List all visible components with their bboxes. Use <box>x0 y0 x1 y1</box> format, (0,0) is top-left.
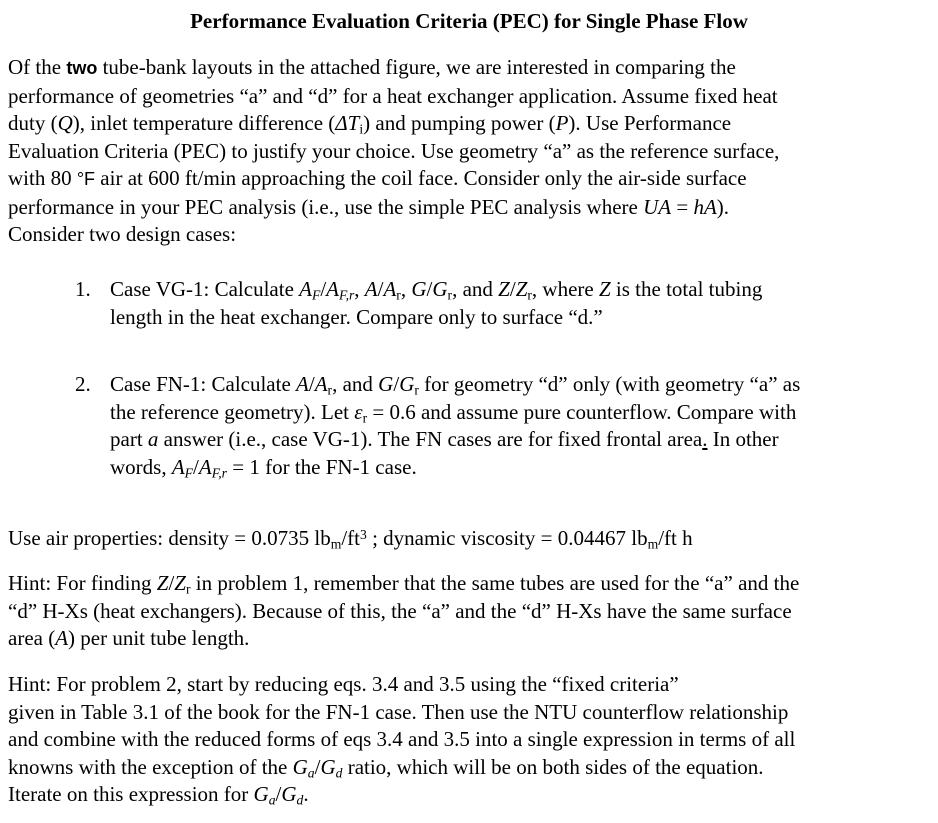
hint2-line-1: Hint: For problem 2, start by reducing eqs. 3.4 and 3.5 using the “fixed criteria” <box>8 672 679 696</box>
intro-line-2: performance of geometries “a” and “d” for a heat exchanger application. Assume fixed heat <box>8 83 778 108</box>
text-run: ), inlet temperature difference ( <box>72 111 336 135</box>
subscript: r <box>327 382 333 398</box>
text-run: . <box>303 782 309 806</box>
intro-line-5 <box>8 165 923 194</box>
text-run: , and <box>332 372 379 396</box>
text-run: / <box>320 277 327 301</box>
text-run: . <box>702 427 708 451</box>
text-run: ) and pumping power ( <box>363 111 556 135</box>
intro-paragraph <box>8 54 923 249</box>
symbol: A <box>296 372 309 396</box>
symbol: Z <box>174 571 186 595</box>
case2-line-3 <box>110 426 920 454</box>
hint1-line-2: “d” H-Xs (heat exchangers). Because of this, the “a” and the “d” H-Xs have the same surface <box>8 598 792 623</box>
symbol-q: Q <box>57 111 73 135</box>
subscript: r <box>396 287 401 303</box>
symbol-p: P <box>555 111 569 135</box>
symbol: Z <box>598 277 611 301</box>
subscript: r <box>185 581 191 597</box>
text-run: ratio, which will be on both sides of the equation. <box>342 754 764 779</box>
symbol-ha: hA <box>693 194 717 219</box>
subscript: m <box>330 536 342 552</box>
subscript: F,r <box>211 464 227 480</box>
text-run: words, <box>110 454 172 479</box>
text-run: duty ( <box>8 111 58 135</box>
symbol: Z <box>156 571 169 595</box>
symbol: A <box>326 277 339 301</box>
superscript: 3 <box>360 526 367 542</box>
text-run: / <box>168 571 175 595</box>
text-run: performance in your PEC analysis (i.e., use the simple PEC analysis where <box>8 194 644 219</box>
symbol-delta-t: ΔT <box>335 111 360 135</box>
subscript: F <box>184 464 194 480</box>
text-run: ) per unit tube length. <box>68 626 250 650</box>
symbol: G <box>292 754 308 779</box>
case2-line-4 <box>110 454 920 482</box>
symbol: A <box>383 277 397 301</box>
subscript: a <box>307 764 315 780</box>
symbol: A <box>314 372 328 396</box>
list-number: 2. <box>75 372 91 396</box>
list-number: 1. <box>75 277 91 301</box>
text-run: ; dynamic viscosity = 0.04467 lb <box>366 526 648 550</box>
symbol: G <box>253 782 269 806</box>
subscript: m <box>647 536 659 552</box>
symbol: G <box>432 277 448 301</box>
text-run: for geometry “d” only (with geometry “a” as <box>418 372 801 396</box>
intro-line-1 <box>8 54 923 83</box>
hint-2 <box>8 671 923 809</box>
air-properties <box>8 525 923 553</box>
intro-line-6 <box>8 194 923 222</box>
hint2-line-2: given in Table 3.1 of the book for the FN-1 case. Then use the NTU counterflow relationship <box>8 699 789 724</box>
subscript-i: i <box>359 121 364 137</box>
text-run: = 0.6 and assume pure counterflow. Compare with <box>367 399 797 424</box>
hint1-line-1 <box>8 570 923 598</box>
text-run: ). <box>716 194 730 219</box>
symbol-ua: UA <box>643 194 672 219</box>
text-run: In other <box>707 427 779 451</box>
subscript: r <box>447 287 453 303</box>
subscript: F <box>311 287 321 303</box>
text-run: is the total tubing <box>610 277 763 301</box>
symbol: A <box>198 454 212 479</box>
subscript: r <box>527 287 532 303</box>
text-run: answer (i.e., case VG-1). The FN cases are for fixed frontal area <box>158 427 703 451</box>
text-run: /ft h <box>658 526 693 550</box>
subscript: d <box>335 764 343 780</box>
text-run: / <box>393 372 400 396</box>
text-run: , where <box>531 277 599 301</box>
text-run: with 80 <box>8 166 77 190</box>
subscript: F,r <box>339 287 355 303</box>
list-item-body <box>110 276 920 331</box>
text-run: in problem 1, remember that the same tubes are used for the “a” and the <box>190 571 800 595</box>
case2-line-2 <box>110 399 920 427</box>
text-run: Use air properties: density = 0.0735 lb <box>8 526 331 550</box>
text-run: ). Use Performance <box>568 111 732 135</box>
intro-line-3 <box>8 110 923 138</box>
text-run: = 1 for the FN-1 case. <box>226 454 417 479</box>
unit-fahrenheit: °F <box>76 169 96 189</box>
text-run: / <box>426 277 433 301</box>
case1-line-1 <box>110 276 920 304</box>
text-run: Iterate on this expression for <box>8 782 254 806</box>
symbol: G <box>411 277 427 301</box>
text-run: Hint: For finding <box>8 571 157 595</box>
text-run: / <box>314 754 321 779</box>
text-run: area ( <box>8 626 56 650</box>
symbol: G <box>399 372 415 396</box>
hint2-line-4 <box>8 754 923 782</box>
text-run: air at 600 ft/min approaching the coil face. Consider only the air-side surface <box>95 166 747 190</box>
text-run: Of the <box>8 55 67 79</box>
subscript: r <box>362 409 368 425</box>
page-title: Performance Evaluation Criteria (PEC) for Single Phase Flow <box>190 9 748 33</box>
text-run: Case FN-1: Calculate <box>110 372 297 396</box>
subscript: a <box>268 792 276 808</box>
text-run: part <box>110 427 148 451</box>
text-run: / <box>308 372 315 396</box>
symbol: A <box>171 454 185 479</box>
subscript: r <box>414 382 419 398</box>
symbol: G <box>281 782 297 806</box>
symbol: Z <box>498 277 510 301</box>
text-run: , and <box>452 277 499 301</box>
emphasis-a: a <box>147 427 159 451</box>
case2-line-1 <box>110 371 920 399</box>
text-run: tube-bank layouts in the attached figure, we are interested in comparing the <box>97 55 736 79</box>
text-run: = <box>671 194 694 219</box>
hint1-line-3 <box>8 625 923 653</box>
text-run: the reference geometry). Let <box>110 399 355 424</box>
hint2-line-5 <box>8 781 923 809</box>
case1-line-2: length in the heat exchanger. Compare only to surface “d.” <box>110 304 603 329</box>
list-item-body <box>110 371 920 481</box>
hint2-line-3: and combine with the reduced forms of eqs 3.4 and 3.5 into a single expression in terms of all <box>8 727 796 751</box>
text-run: knowns with the exception of the <box>8 754 293 779</box>
text-run: / <box>193 454 199 479</box>
text-run: , <box>400 277 412 301</box>
symbol: A <box>299 277 312 301</box>
symbol: G <box>320 754 336 779</box>
text-run: , <box>354 277 365 301</box>
symbol-epsilon: ε <box>354 399 363 424</box>
text-run: /ft <box>341 526 360 550</box>
symbol: Z <box>515 277 528 301</box>
text-run: / <box>509 277 516 301</box>
symbol: A <box>55 626 69 650</box>
text-run: Case VG-1: Calculate <box>110 277 300 301</box>
intro-line-4: Evaluation Criteria (PEC) to justify your choice. Use geometry “a” as the reference surface, <box>8 138 780 163</box>
subscript: d <box>296 792 304 808</box>
intro-line-7: Consider two design cases: <box>8 222 237 246</box>
symbol: G <box>378 372 394 396</box>
emphasis-two: two <box>66 58 98 78</box>
hint-1 <box>8 570 923 653</box>
text-run: / <box>377 277 384 301</box>
text-run: / <box>275 782 282 806</box>
symbol: A <box>364 277 378 301</box>
